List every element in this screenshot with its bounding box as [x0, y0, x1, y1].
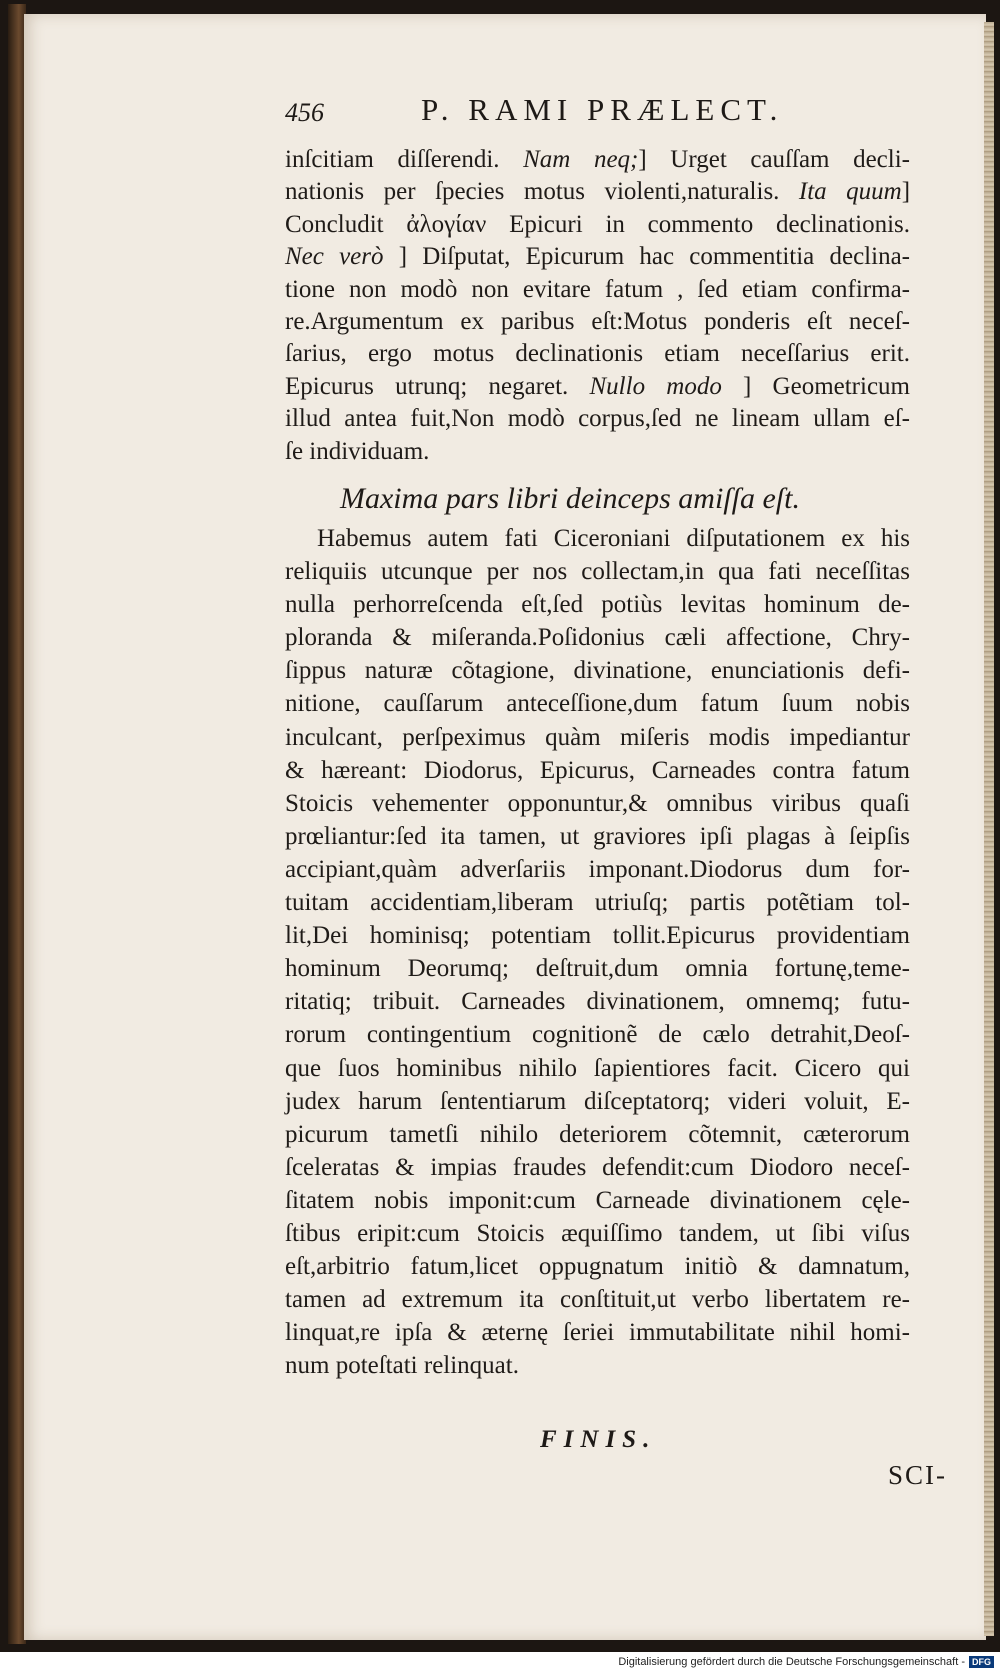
text-line: tuitam accidentiam,liberam utriuſq; partis potẽtiam tol- — [285, 889, 910, 917]
text-line: eſt,arbitrio fatum,licet oppugnatum initiò & damnatum, — [285, 1253, 910, 1281]
page-number: 456 — [285, 98, 324, 127]
text-line: reliquiis utcunque per nos collectam,in qua fati neceſſitas — [285, 558, 910, 586]
text-line: tamen ad extremum ita conſtituit,ut verbo libertatem re- — [285, 1286, 910, 1314]
text-line: Habemus autem fati Ciceroniani diſputationem ex his — [317, 525, 910, 552]
text-line: ſitatem nobis imponit:cum Carneade divinationem cęle- — [285, 1186, 910, 1214]
running-head: P. RAMI PRÆLECT. — [421, 92, 784, 127]
page-header — [285, 92, 910, 132]
text-line: num poteſtati relinquat. — [285, 1352, 519, 1380]
text-line: Stoicis vehementer opponuntur,& omnibus viribus quaſi — [285, 789, 910, 817]
text-line: nitione, cauſſarum anteceſſione,dum fatum ſuum nobis — [285, 690, 910, 718]
text-line: nationis per ſpecies motus violenti,naturalis. Ita quum] — [285, 178, 911, 206]
text-line: hominum Deorumq; deſtruit,dum omnia fortunę,teme- — [285, 955, 910, 983]
text-line: ſarius, ergo motus declinationis etiam neceſſarius erit. — [285, 340, 910, 368]
text-line: nulla perhorreſcenda eſt,ſed potiùs levitas hominum de- — [285, 591, 910, 619]
text-line: Nec verò ] Diſputat, Epicurum hac commentitia declina- — [285, 243, 910, 271]
text-line: accipiant,quàm adverſariis imponant.Diodorus dum for- — [285, 855, 910, 883]
digitization-credit — [618, 1656, 994, 1668]
text-line: Concludit ἀλογίαν Epicuri in commento declinationis. — [285, 210, 910, 238]
section-heading: Maxima pars libri deinceps amiſſa eſt. — [340, 482, 800, 515]
text-line: illud antea fuit,Non modò corpus,ſed ne lineam ullam eſ- — [285, 405, 910, 433]
text-line: ſippus naturæ cõtagione, divinatione, enunciationis defi- — [285, 657, 910, 685]
text-line: Epicurus utrunq; negaret. Nullo modo ] Geometricum — [285, 372, 911, 400]
text-line: ſceleratas & impias fraudes defendit:cum Diodoro neceſ- — [285, 1153, 910, 1181]
text-line: ſtibus eripit:cum Stoicis æquiſſimo tandem, ut ſibi viſus — [285, 1219, 910, 1247]
text-line: & hæreant: Diodorus, Epicurus, Carneades contra fatum — [285, 756, 910, 784]
text-line: que ſuos hominibus nihilo ſapientiores facit. Cicero qui — [285, 1054, 910, 1082]
text-line: ſe individuam. — [285, 437, 430, 465]
commentary-paragraph — [285, 144, 910, 468]
dfg-logo: DFG — [969, 1656, 994, 1668]
text-line: lit,Dei hominisq; potentiam tollit.Epicurus providentiam — [285, 922, 910, 950]
text-line: ploranda & miſeranda.Poſidonius cæli affectione, Chry- — [285, 624, 910, 652]
credit-text: Digitalisierung gefördert durch die Deutsche Forschungsgemeinschaft - — [618, 1656, 965, 1668]
conclusion-paragraph — [285, 522, 910, 1382]
text-line: tione non modò non evitare fatum , ſed etiam confirma- — [285, 275, 910, 303]
text-line: inculcant, perſpeximus quàm miſeris modis impediantur — [285, 723, 910, 751]
text-line: prœliantur:ſed ita tamen, ut graviores ipſi plagas à ſeipſis — [285, 822, 910, 850]
text-line: rorum contingentium cognitionẽ de cælo detrahit,Deoſ- — [285, 1021, 910, 1049]
catchword: SCI- — [888, 1460, 948, 1490]
text-line: re.Argumentum ex paribus eſt:Motus ponderis eſt neceſ- — [285, 308, 910, 336]
text-line: judex harum ſententiarum diſceptatorq; videri voluit, E- — [285, 1087, 910, 1115]
text-line: picurum tametſi nihilo deteriorem cõtemnit, cæterorum — [285, 1120, 910, 1148]
page-stack-edge — [984, 22, 994, 1636]
finis-mark: FINIS. — [540, 1426, 657, 1453]
text-line: ritatiq; tribuit. Carneades divinationem, omnemq; futu- — [285, 988, 910, 1016]
text-line: inſcitiam diſſerendi. Nam neq;] Urget cauſſam decli- — [285, 146, 910, 173]
text-line: linquat,re ipſa & æternę ſeriei immutabilitate nihil homi- — [285, 1319, 910, 1347]
